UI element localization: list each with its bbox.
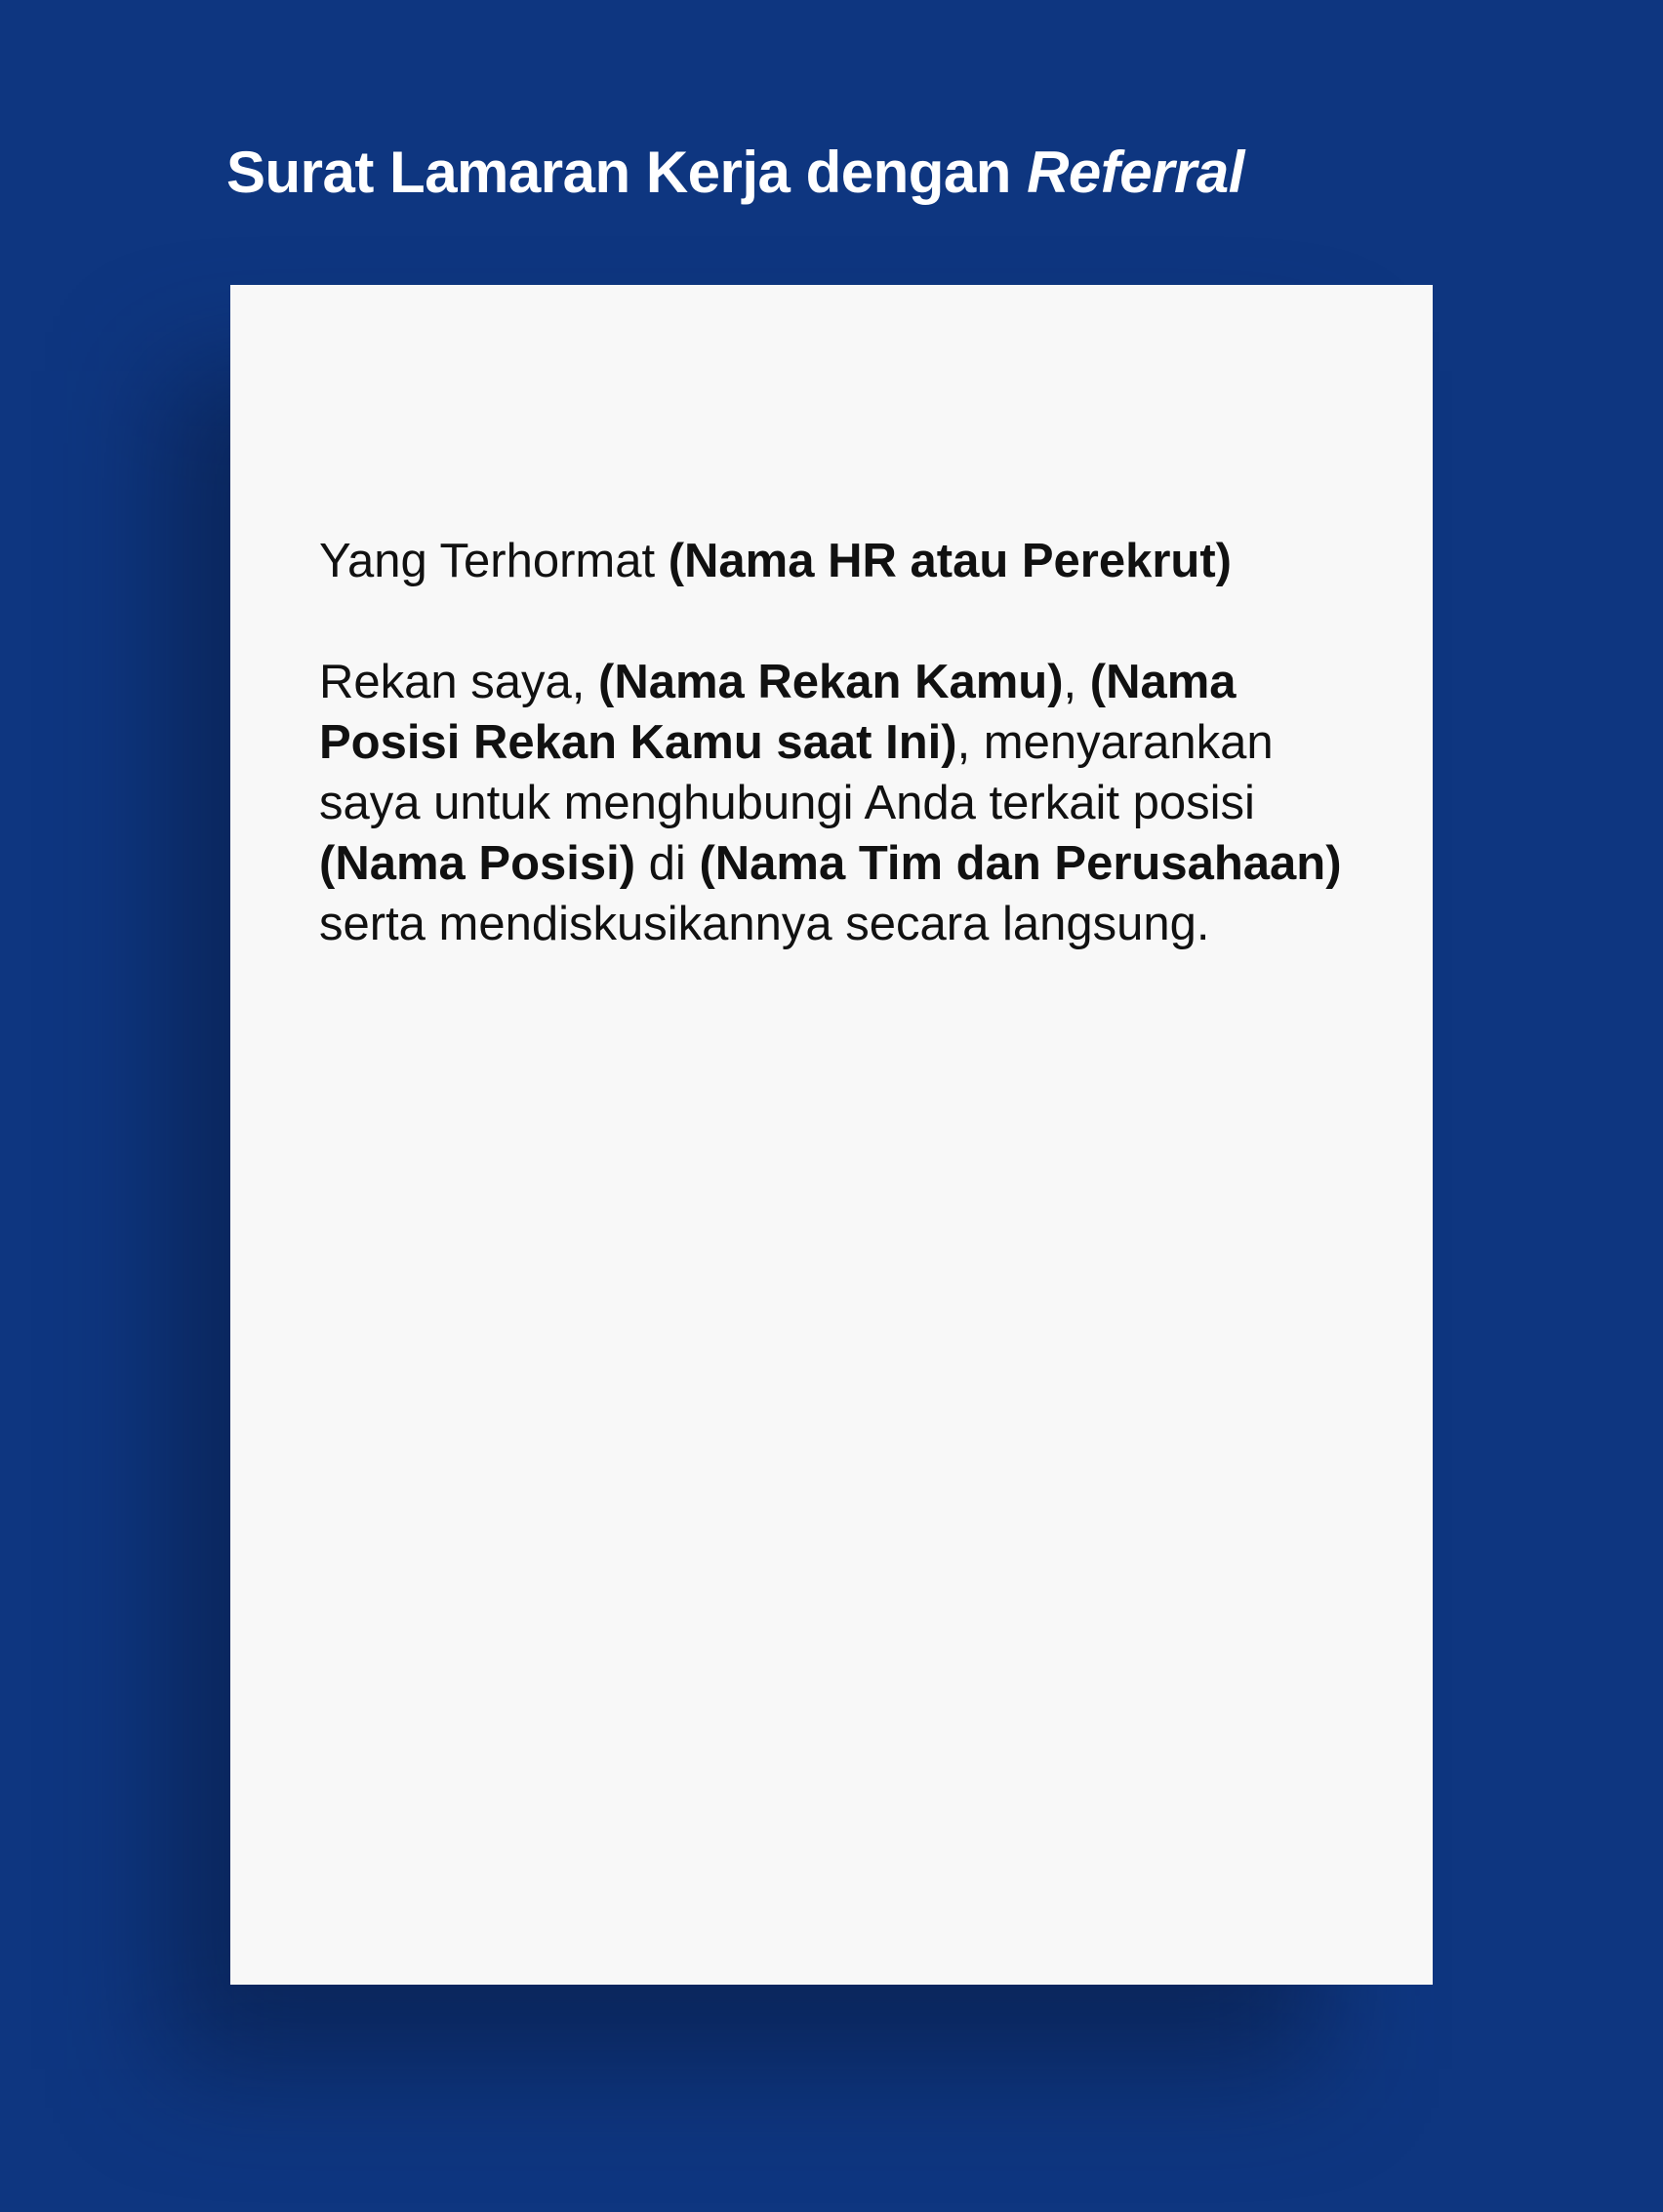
salutation-text: Yang Terhormat [319,535,669,587]
position-name-placeholder: (Nama Posisi) [319,837,636,890]
colleague-name-placeholder: (Nama Rekan Kamu) [598,656,1064,708]
page-title-main: Surat Lamaran Kerja dengan [226,140,1028,205]
letter-paragraph [319,652,1373,954]
letter-paper [230,285,1433,1985]
letter-salutation [319,531,1373,591]
paragraph-text-5: serta mendiskusikannya secara langsung. [319,898,1210,950]
recipient-placeholder: (Nama HR atau Perekrut) [668,535,1232,587]
paragraph-text-4: di [635,837,700,890]
colleague-position-placeholder: (Nama Posisi Rekan Kamu saat Ini) [319,656,1237,769]
page-title [226,139,1244,206]
paragraph-text-3: , menyarankan saya untuk menghubungi Anda terkait posisi [319,716,1274,829]
paragraph-text-1: Rekan saya, [319,656,598,708]
team-company-placeholder: (Nama Tim dan Perusahaan) [699,837,1342,890]
letter-body [319,531,1373,954]
page-title-italic: Referral [1027,140,1244,205]
paragraph-text-2: , [1063,656,1090,708]
